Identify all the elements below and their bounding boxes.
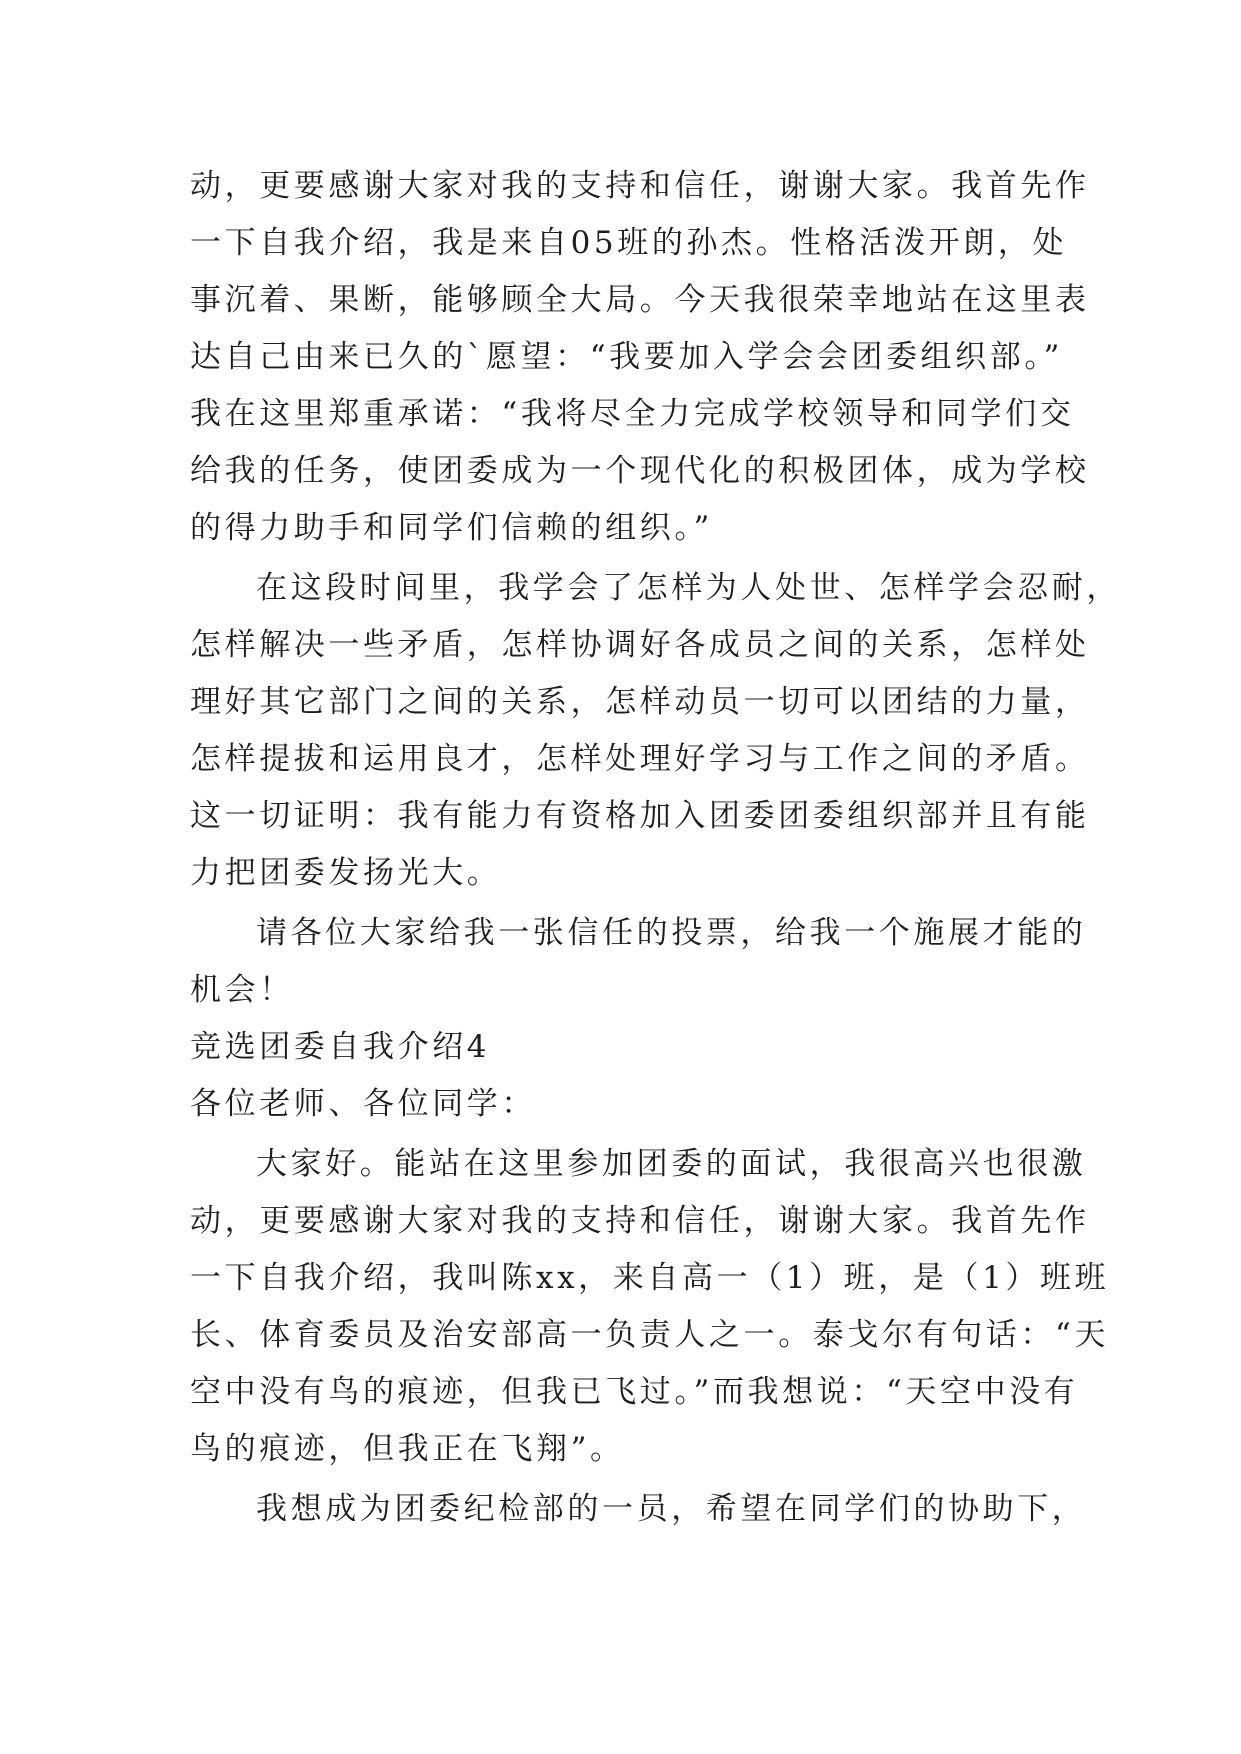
text-line: 力把团委发扬光大。 [190,855,502,891]
text-line: 我在这里郑重承诺：“我将尽全力完成学校领导和同学们交 [190,396,1075,432]
text-line: 给我的任务，使团委成为一个现代化的积极团体，成为学校 [190,453,1090,489]
paragraph-start: 在这段时间里，我学会了怎样为人处世、怎样学会忍耐， [256,570,1121,606]
paragraph-start: 我想成为团委纪检部的一员，希望在同学们的协助下， [256,1491,1087,1527]
text-line: 怎样解决一些矛盾，怎样协调好各成员之间的关系，怎样处 [190,627,1090,663]
text-line: 一下自我介绍，我叫陈xx，来自高一（1）班，是（1）班班 [190,1260,1110,1296]
text-line: 鸟的痕迹，但我正在飞翔”。 [190,1431,625,1467]
text-line: 这一切证明：我有能力有资格加入团委团委组织部并且有能 [190,798,1090,834]
text-line: 机会！ [190,972,294,1008]
text-line: 动，更要感谢大家对我的支持和信任，谢谢大家。我首先作 [190,1203,1090,1239]
text-line: 长、体育委员及治安部高一负责人之一。泰戈尔有句话：“天 [190,1317,1110,1353]
paragraph-start: 大家好。能站在这里参加团委的面试，我很高兴也很激 [256,1146,1087,1182]
salutation: 各位老师、各位同学： [190,1086,536,1122]
text-line: 动，更要感谢大家对我的支持和信任，谢谢大家。我首先作 [190,168,1090,204]
text-line: 达自己由来已久的`愿望：“我要加入学会会团委组织部。” [190,339,1063,375]
paragraph-start: 请各位大家给我一张信任的投票，给我一个施展才能的 [256,915,1087,951]
text-line: 的得力助手和同学们信赖的组织。” [190,510,713,546]
section-title: 竞选团委自我介绍4 [190,1029,491,1065]
text-line: 怎样提拔和运用良才，怎样处理好学习与工作之间的矛盾。 [190,741,1090,777]
text-line: 事沉着、果断，能够顾全大局。今天我很荣幸地站在这里表 [190,282,1090,318]
text-line: 一下自我介绍，我是来自05班的孙杰。性格活泼开朗，处 [190,225,1068,261]
text-line: 空中没有鸟的痕迹，但我已飞过。”而我想说：“天空中没有 [190,1374,1079,1410]
text-line: 理好其它部门之间的关系，怎样动员一切可以团结的力量， [190,684,1090,720]
